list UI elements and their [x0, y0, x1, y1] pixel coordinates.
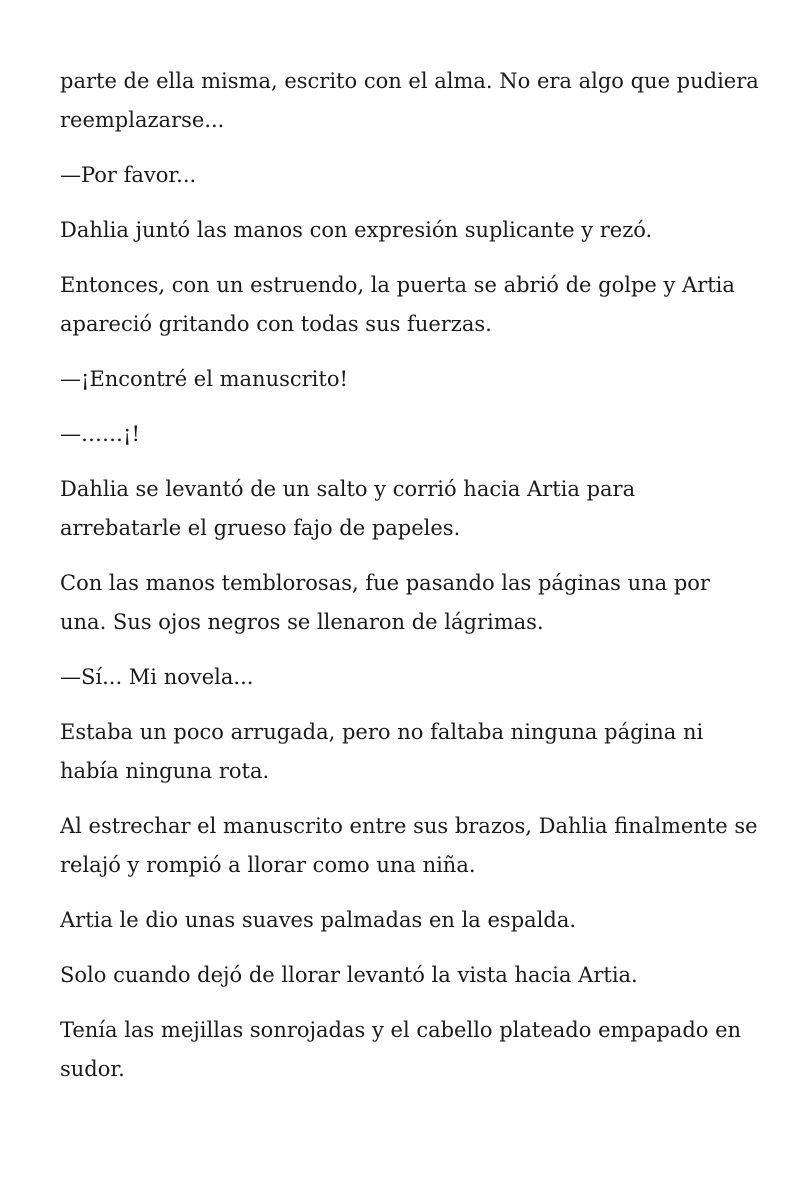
paragraph: Solo cuando dejó de llorar levantó la vista hacia Artia.: [60, 963, 638, 987]
page-body: [60, 62, 760, 1105]
paragraph: Tenía las mejillas sonrojadas y el cabello plateado empapado en sudor.: [60, 1018, 742, 1081]
paragraph: —Por favor...: [60, 163, 197, 187]
paragraph: —¡Encontré el manuscrito!: [60, 367, 348, 391]
paragraph: Con las manos temblorosas, fue pasando las páginas una por una. Sus ojos negros se llenaron de lágrimas.: [60, 571, 710, 634]
paragraph: Dahlia juntó las manos con expresión suplicante y rezó.: [60, 218, 653, 242]
paragraph: Al estrechar el manuscrito entre sus brazos, Dahlia finalmente se relajó y rompió a llorar como una niña.: [60, 814, 758, 877]
paragraph: Dahlia se levantó de un salto y corrió hacia Artia para arrebatarle el grueso fajo de papeles.: [60, 477, 636, 540]
paragraph: Estaba un poco arrugada, pero no faltaba ninguna página ni había ninguna rota.: [60, 720, 704, 783]
paragraph: Entonces, con un estruendo, la puerta se abrió de golpe y Artia apareció gritando con todas sus fuerzas.: [60, 273, 735, 336]
paragraph: —Sí... Mi novela...: [60, 665, 254, 689]
paragraph: —……¡!: [60, 422, 140, 446]
paragraph: Artia le dio unas suaves palmadas en la espalda.: [60, 908, 577, 932]
paragraph: parte de ella misma, escrito con el alma. No era algo que pudiera reemplazarse...: [60, 69, 759, 132]
